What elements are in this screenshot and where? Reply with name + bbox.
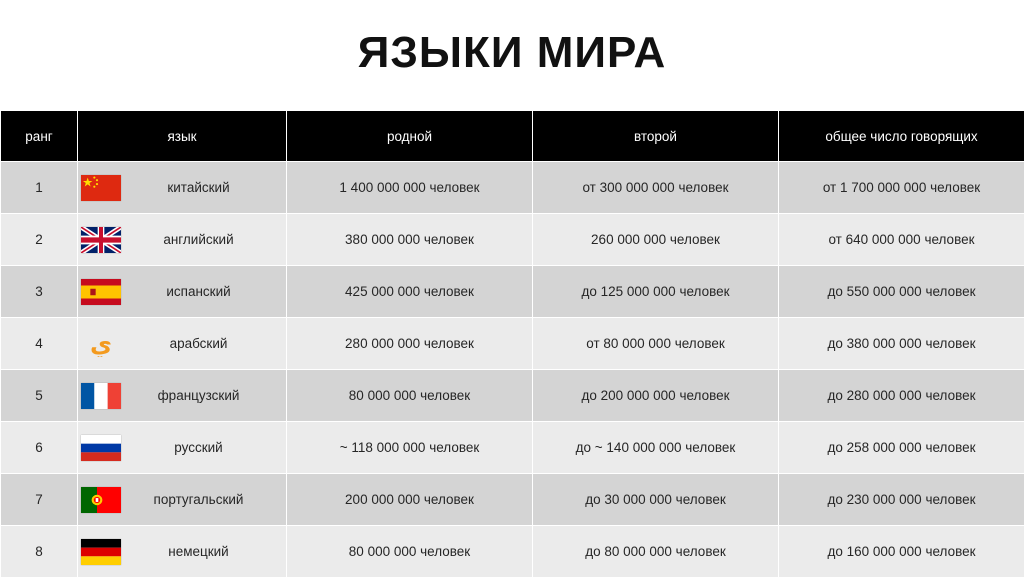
france-flag-icon <box>81 383 121 409</box>
total-speakers-cell: до 230 000 000 человек <box>779 474 1024 526</box>
rank-cell: 8 <box>1 526 78 578</box>
total-speakers-cell: до 380 000 000 человек <box>779 318 1024 370</box>
native-speakers-cell: 280 000 000 человек <box>287 318 533 370</box>
second-language-speakers-cell: до 125 000 000 человек <box>533 266 779 318</box>
svg-text:ي: ي <box>90 331 112 357</box>
native-speakers-cell: 80 000 000 человек <box>287 526 533 578</box>
second-language-speakers-cell: до ~ 140 000 000 человек <box>533 422 779 474</box>
language-cell <box>78 318 287 370</box>
languages-table <box>0 110 1024 578</box>
second-language-speakers-cell: до 80 000 000 человек <box>533 526 779 578</box>
table-row <box>1 214 1024 266</box>
second-language-speakers-cell: от 80 000 000 человек <box>533 318 779 370</box>
page-title: ЯЗЫКИ МИРА <box>0 28 1024 78</box>
header-language: язык <box>78 111 287 162</box>
germany-flag-icon <box>81 539 121 565</box>
language-cell <box>78 162 287 214</box>
rank-cell: 7 <box>1 474 78 526</box>
native-speakers-cell: 380 000 000 человек <box>287 214 533 266</box>
native-speakers-cell: 1 400 000 000 человек <box>287 162 533 214</box>
native-speakers-cell: ~ 118 000 000 человек <box>287 422 533 474</box>
second-language-speakers-cell: от 300 000 000 человек <box>533 162 779 214</box>
table-row <box>1 266 1024 318</box>
header-native: родной <box>287 111 533 162</box>
spain-flag-icon <box>81 279 121 305</box>
second-language-speakers-cell: до 200 000 000 человек <box>533 370 779 422</box>
table-row <box>1 318 1024 370</box>
second-language-speakers-cell: до 30 000 000 человек <box>533 474 779 526</box>
rank-cell: 5 <box>1 370 78 422</box>
language-name: английский <box>121 232 286 247</box>
total-speakers-cell: от 640 000 000 человек <box>779 214 1024 266</box>
portugal-flag-icon <box>81 487 121 513</box>
language-cell <box>78 370 287 422</box>
uk-flag-icon <box>81 227 121 253</box>
rank-cell: 6 <box>1 422 78 474</box>
table-row <box>1 370 1024 422</box>
table-row <box>1 162 1024 214</box>
arabic-letter-icon <box>81 331 121 357</box>
language-cell <box>78 266 287 318</box>
second-language-speakers-cell: 260 000 000 человек <box>533 214 779 266</box>
china-flag-icon <box>81 175 121 201</box>
total-speakers-cell: до 160 000 000 человек <box>779 526 1024 578</box>
language-name: немецкий <box>121 544 286 559</box>
language-name: арабский <box>121 336 286 351</box>
table-row <box>1 526 1024 578</box>
rank-cell: 3 <box>1 266 78 318</box>
table-row <box>1 422 1024 474</box>
total-speakers-cell: от 1 700 000 000 человек <box>779 162 1024 214</box>
language-cell <box>78 474 287 526</box>
table-row <box>1 474 1024 526</box>
language-name: французский <box>121 388 286 403</box>
language-name: китайский <box>121 180 286 195</box>
total-speakers-cell: до 550 000 000 человек <box>779 266 1024 318</box>
language-cell <box>78 526 287 578</box>
header-second: второй <box>533 111 779 162</box>
language-name: испанский <box>121 284 286 299</box>
native-speakers-cell: 80 000 000 человек <box>287 370 533 422</box>
rank-cell: 1 <box>1 162 78 214</box>
total-speakers-cell: до 258 000 000 человек <box>779 422 1024 474</box>
russia-flag-icon <box>81 435 121 461</box>
language-cell <box>78 214 287 266</box>
language-name: португальский <box>121 492 286 507</box>
header-rank: ранг <box>1 111 78 162</box>
native-speakers-cell: 200 000 000 человек <box>287 474 533 526</box>
native-speakers-cell: 425 000 000 человек <box>287 266 533 318</box>
table-header-row <box>1 111 1024 162</box>
rank-cell: 4 <box>1 318 78 370</box>
language-cell <box>78 422 287 474</box>
language-name: русский <box>121 440 286 455</box>
rank-cell: 2 <box>1 214 78 266</box>
header-total: общее число говорящих <box>779 111 1024 162</box>
total-speakers-cell: до 280 000 000 человек <box>779 370 1024 422</box>
